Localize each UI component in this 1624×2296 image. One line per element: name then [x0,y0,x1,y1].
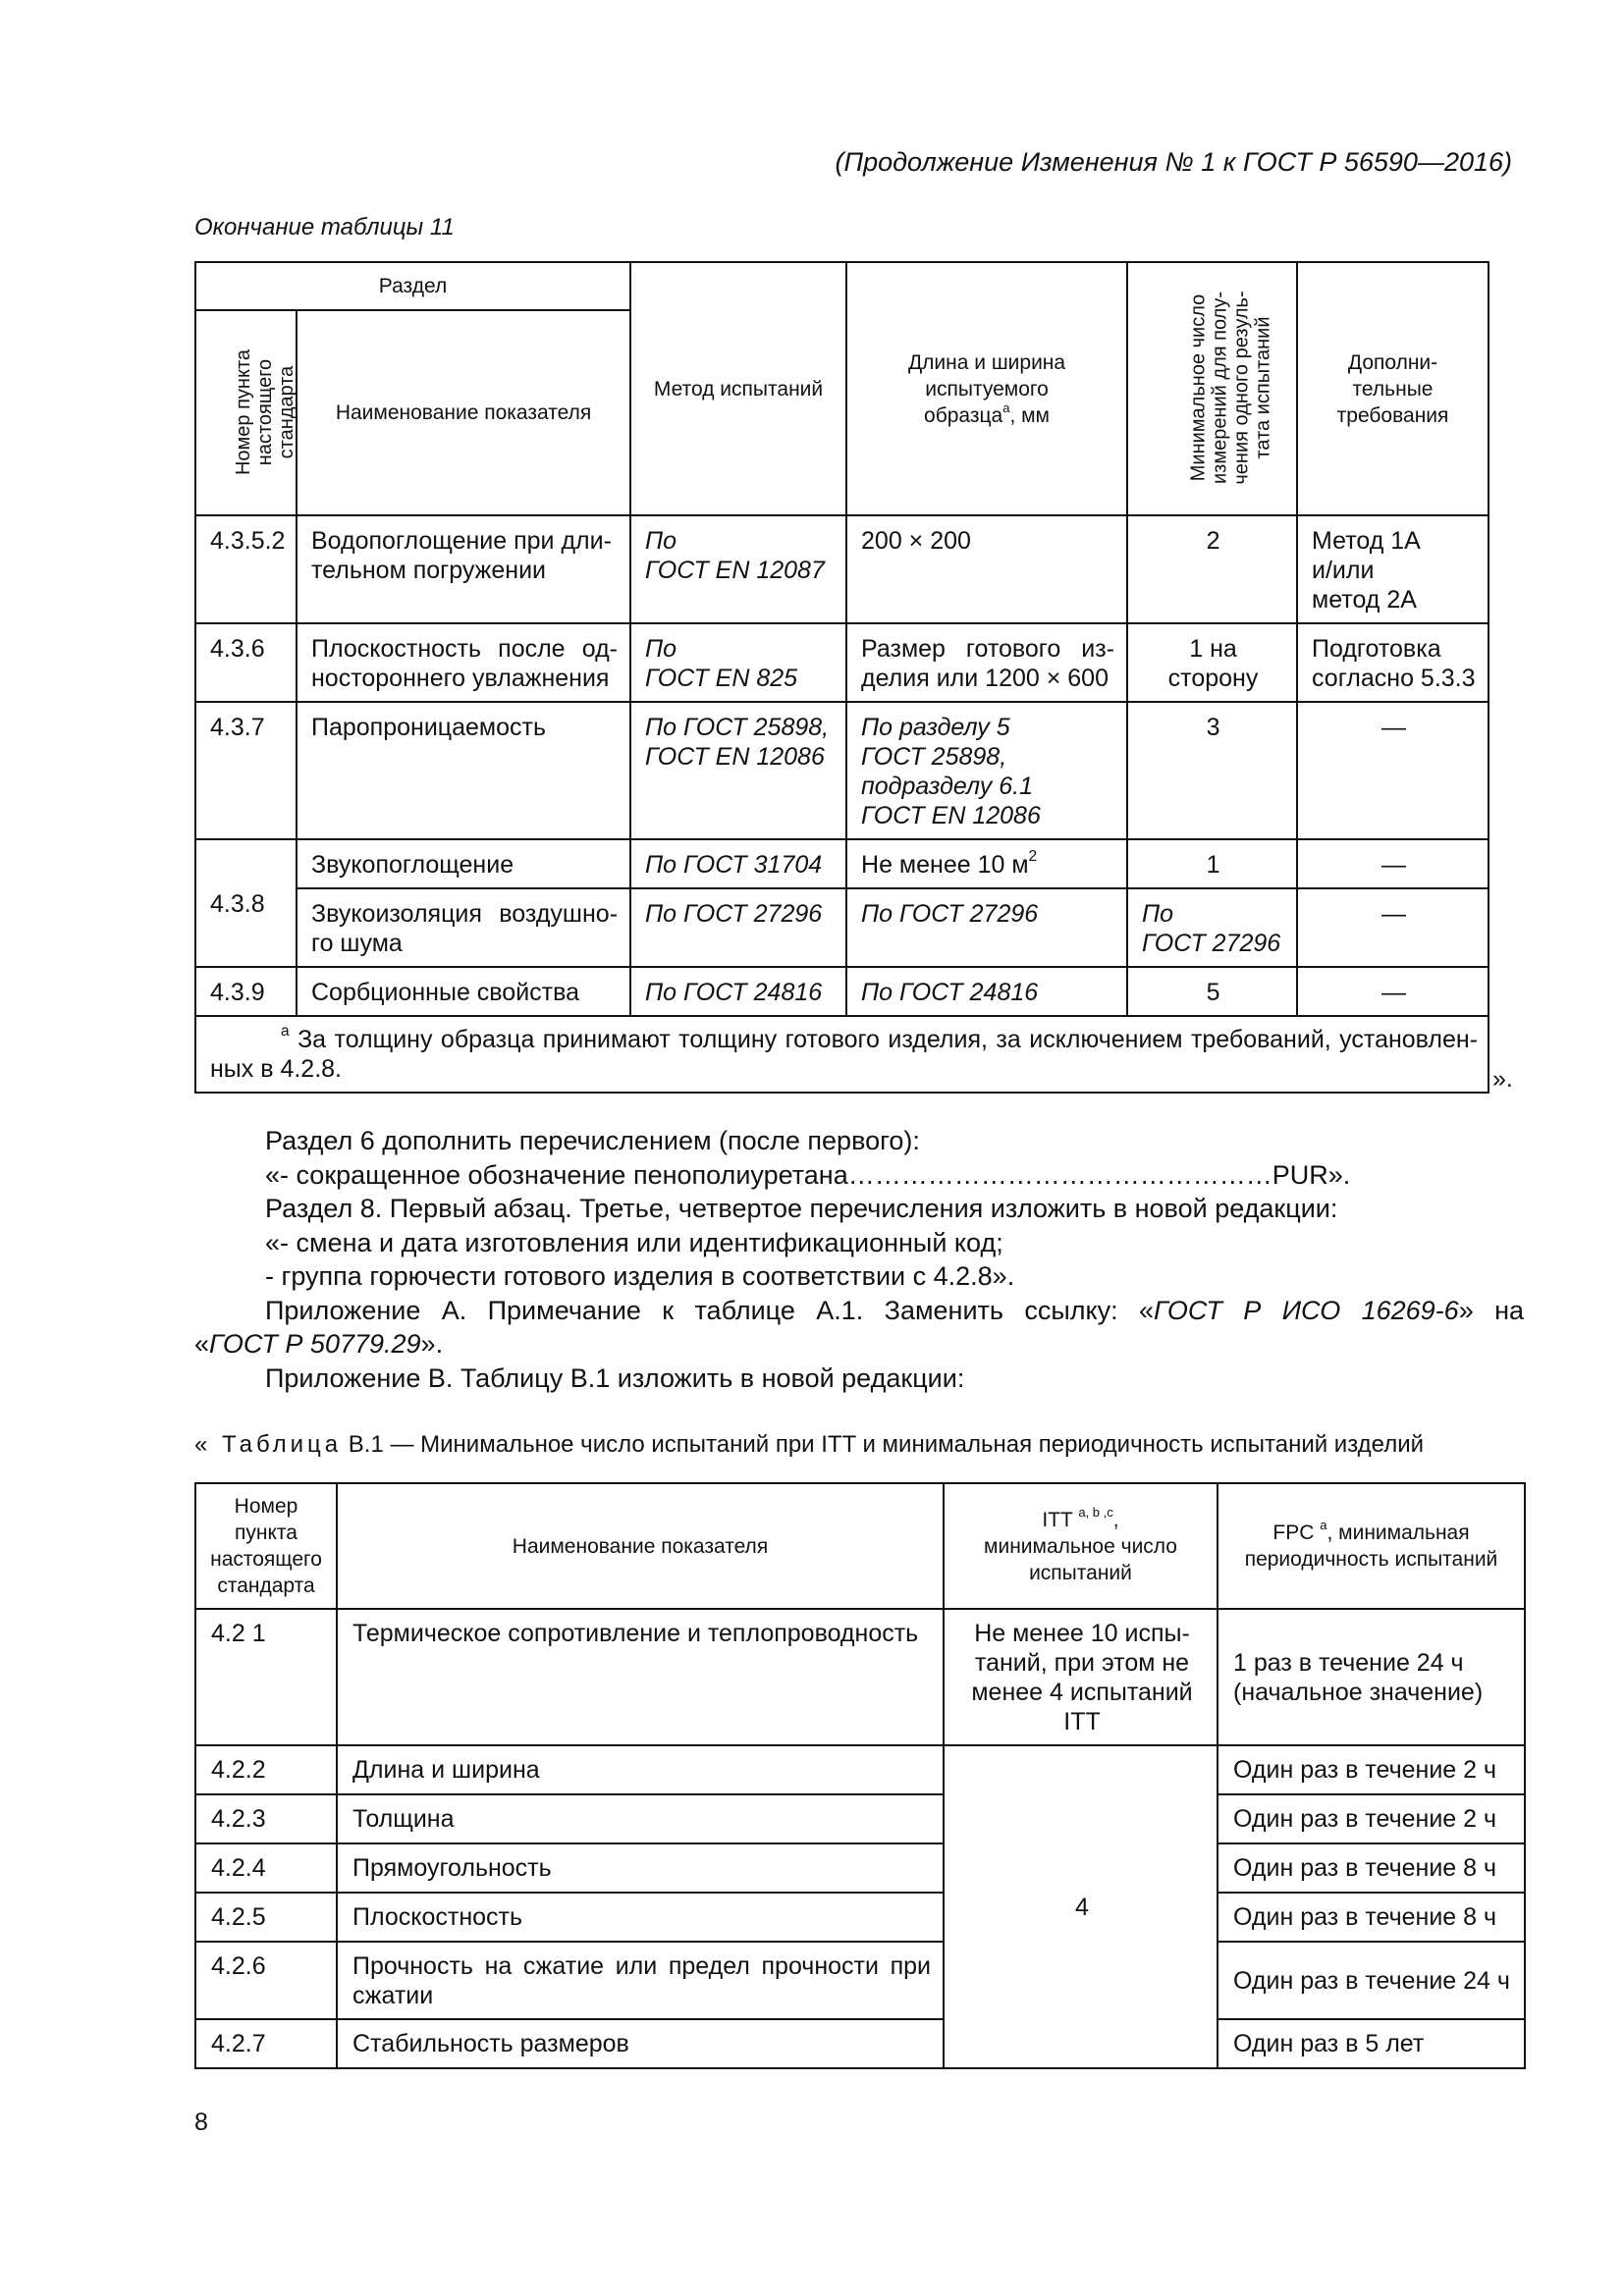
header-item-number: Номер пункта настоящего стандарта [195,1483,337,1609]
table-row: 4.2.2 Длина и ширина 4 Один раз в течение 2 ч [195,1745,1525,1794]
header-indicator: Наименование показателя [337,1483,944,1609]
table-row: 4.2.3 Толщина Один раз в течение 2 ч [195,1794,1525,1843]
table-11 [194,261,1489,1094]
table-row: 4.2.7 Стабильность размеров Один раз в 5 лет [195,2019,1525,2068]
table-row: 4.3.9 Сорбционные свойства По ГОСТ 24816 По ГОСТ 24816 5 — [195,967,1489,1016]
table-row: Звукоизоляция воздушно- го шума По ГОСТ 27296 По ГОСТ 27296 По ГОСТ 27296 — [195,888,1489,967]
header-fpc: FPC $^a$, минимальная периодичность испытаний [1218,1483,1525,1609]
table-row: 4.2.6 Прочность на сжатие или предел прочности при сжатии Один раз в течение 24 ч [195,1942,1525,2019]
table-b1-caption: « Таблица В.1 — Минимальное число испытаний при ITT и минимальная периодичность испытаний изделий [194,1431,1425,1458]
header-min-count: Минимальное число измерений для полу- чения одного резуль- тата испытаний [1127,262,1297,515]
table-row: 4.2.4 Прямоугольность Один раз в течение 8 ч [195,1843,1525,1893]
header-sample-size: Длина и ширина испытуемого образца$^a$, мм [846,262,1127,515]
amendment-text: Раздел 6 дополнить перечислением (после первого): «- сокращенное обозначение пенополиуретана…………………………………………PUR». Раздел 8. Первый абзац. Третье, четвертое перечисления изложить в новой редакции: «- смена и дата изготовления или идентификационный код; - группа горючести готового изделия в соответствии с 4.2.8». Приложение А. Примечание к таблице А.1. Заменить ссылку: «ГОСТ Р ИСО 16269-6» на «ГОСТ Р 50779.29». Приложение В. Таблицу В.1 изложить в новой редакции: [194,1126,1525,1393]
header-item-number: Номер пункта настоящего стандарта [195,310,297,515]
table-row: 4.3.7 Паропроницаемость По ГОСТ 25898, ГОСТ EN 12086 По разделу 5 ГОСТ 25898, подразделу 6.1 ГОСТ EN 12086 3 — [195,702,1489,839]
header-itt: ITT $^{a, b ,c}$, минимальное число испытаний [944,1483,1218,1609]
table-row: 4.3.8 Звукопоглощение По ГОСТ 31704 Не менее 10 $м^2$ 1 — [195,839,1489,888]
table-footnote: $^a$ За толщину образца принимают толщину готового изделия, за исключением требований, установлен- ных в 4.2.8. [195,1016,1489,1093]
itt-group-value: 4 [944,1745,1218,2068]
document-header: (Продолжение Изменения № 1 к ГОСТ Р 56590—2016) [835,147,1512,177]
table-row: 4.3.6 Плоскостность после од- ностороннего увлажнения По ГОСТ EN 825 Размер готового из- делия или 1200 × 600 1 на сторону Подготовка согласно 5.3.3 [195,623,1489,702]
page-number: 8 [194,2109,208,2136]
table-11-caption: Окончание таблицы 11 [194,214,455,240]
table-row: 4.2 1 Термическое сопротивление и теплопроводность Не менее 10 испы- таний, при этом не менее 4 испытаний ITT 1 раз в течение 24 ч (начальное значение) [195,1609,1525,1745]
header-method: Метод испытаний [630,262,846,515]
header-indicator: Наименование показателя [297,310,630,515]
table-row: 4.3.5.2 Водопоглощение при дли- тельном погружении По ГОСТ EN 12087 200 × 200 2 Метод 1А и/или метод 2А [195,515,1489,623]
closing-quote: ». [1492,1065,1513,1093]
header-section: Раздел [195,262,630,310]
header-extra-requirements: Дополни- тельные требования [1297,262,1489,515]
table-b1 [194,1482,1526,2069]
table-row: 4.2.5 Плоскостность Один раз в течение 8 ч [195,1893,1525,1942]
